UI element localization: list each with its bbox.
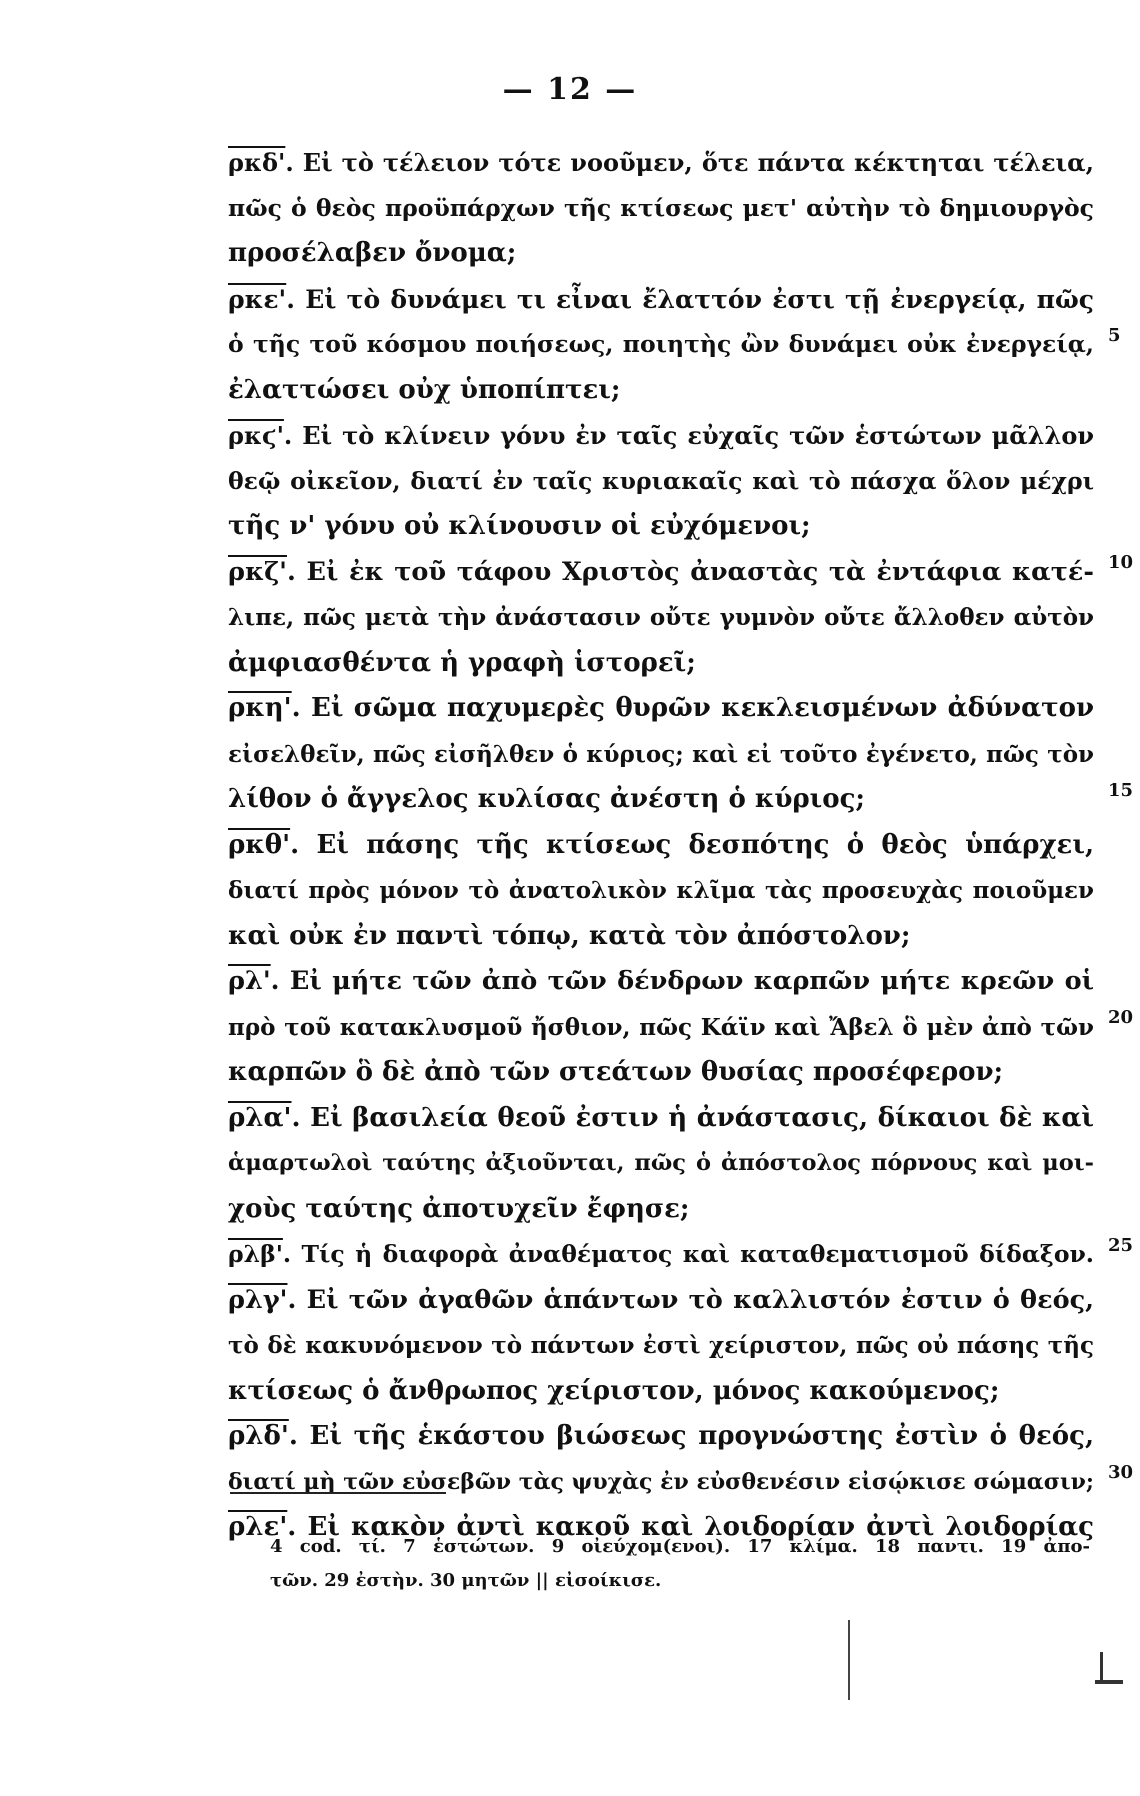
line-text: κτίσεως ὁ ἄνθρωπος χείριστον, μόνος κακούμενος; — [228, 1375, 1000, 1406]
text-line — [228, 1278, 1094, 1324]
text-line — [228, 1414, 1094, 1460]
margin-line-number: 20 — [1108, 1007, 1134, 1028]
text-line — [228, 231, 1094, 277]
question-number: ρκζ' — [228, 556, 287, 587]
text-line — [228, 1005, 1094, 1051]
text-line — [228, 1050, 1094, 1096]
question-number: ρλε' — [228, 1512, 288, 1542]
text-line — [228, 868, 1094, 914]
line-text: . Εἰ τῶν ἀγαθῶν ἁπάντων τὸ καλλιστόν ἐστιν ὁ θεός, — [287, 1284, 1094, 1315]
text-line — [228, 368, 1094, 414]
scan-mark — [1095, 1680, 1123, 1684]
text-line — [228, 550, 1094, 596]
line-text: . Τίς ἡ διαφορὰ ἀναθέματος καὶ καταθεματισμοῦ δίδαξον. — [282, 1240, 1094, 1268]
line-text: καὶ οὐκ ἐν παντὶ τόπῳ, κατὰ τὸν ἀπόστολον; — [228, 920, 911, 951]
question-number: ρκϛ' — [228, 421, 284, 450]
footnote-rule — [230, 1492, 446, 1494]
text-line — [228, 504, 1094, 550]
question-number: ρλβ' — [228, 1240, 283, 1268]
line-text: ἐλαττώσει οὐχ ὑποπίπτει; — [228, 374, 621, 405]
line-text: . Εἰ τὸ δυνάμει τι εἶναι ἔλαττόν ἐστι τῇ ἐνεργείᾳ, πῶς — [286, 284, 1094, 314]
line-text: . Εἰ μήτε τῶν ἀπὸ τῶν δένδρων καρπῶν μήτε κρεῶν οἱ — [270, 966, 1094, 996]
line-text: προσέλαβεν ὄνομα; — [228, 238, 517, 268]
text-line — [228, 1096, 1094, 1142]
line-text: τὸ δὲ κακυνόμενον τὸ πάντων ἐστὶ χείριστον, πῶς οὐ πάσης τῆς — [228, 1332, 1094, 1359]
line-text: λιπε, πῶς μετὰ τὴν ἀνάστασιν οὔτε γυμνὸν οὔτε ἄλλοθεν αὐτὸν — [228, 604, 1094, 631]
text-line — [228, 823, 1094, 869]
question-number: ρκδ' — [228, 148, 286, 177]
line-text: . Εἰ τὸ κλίνειν γόνυ ἐν ταῖς εὐχαῖς τῶν ἑστώτων μᾶλλον — [283, 421, 1094, 450]
scan-mark — [1100, 1652, 1103, 1682]
line-text: τῆς ν' γόνυ οὐ κλίνουσιν οἱ εὐχόμενοι; — [228, 511, 811, 541]
line-text: εἰσελθεῖν, πῶς εἰσῆλθεν ὁ κύριος; καὶ εἰ τοῦτο ἐγένετο, πῶς τὸν — [228, 740, 1094, 768]
text-line — [228, 413, 1094, 459]
line-text: . Εἰ κακὸν ἀντὶ κακοῦ καὶ λοιδορίαν ἀντὶ λοιδορίας — [287, 1512, 1094, 1542]
line-text: . Εἰ τῆς ἑκάστου βιώσεως προγνώστης ἐστὶν ὁ θεός, — [288, 1421, 1094, 1451]
footnotes — [270, 1530, 1090, 1598]
text-line — [228, 777, 1094, 823]
text-line — [228, 140, 1094, 186]
footnote-line: 4 cod. τί. 7 ἑστώτων. 9 οἰεύχομ(ενοι). 17 κλίμα. 18 παντι. 19 ἀπο- — [270, 1536, 1090, 1557]
margin-line-number: 10 — [1108, 552, 1134, 573]
text-line — [228, 1460, 1094, 1506]
text-line — [228, 277, 1094, 323]
question-number: ρλ' — [228, 966, 271, 996]
line-text: διατί πρὸς μόνον τὸ ἀνατολικὸν κλῖμα τὰς προσευχὰς ποιοῦμεν — [228, 877, 1094, 904]
scan-mark — [848, 1620, 850, 1700]
line-text: . Εἰ βασιλεία θεοῦ ἐστιν ἡ ἀνάστασις, δίκαιοι δὲ καὶ — [291, 1102, 1094, 1133]
line-text: . Εἰ τὸ τέλειον τότε νοοῦμεν, ὅτε πάντα κέκτηται τέλεια, — [285, 148, 1094, 177]
line-text: ὁ τῆς τοῦ κόσμου ποιήσεως, ποιητὴς ὢν δυνάμει οὐκ ἐνεργείᾳ, — [228, 330, 1094, 358]
text-line — [228, 959, 1094, 1005]
line-text: . Εἰ ἐκ τοῦ τάφου Χριστὸς ἀναστὰς τὰ ἐντάφια κατέ- — [286, 556, 1094, 587]
margin-line-number: 5 — [1108, 325, 1121, 346]
line-text: καρπῶν ὃ δὲ ἀπὸ τῶν στεάτων θυσίας προσέφερον; — [228, 1057, 1004, 1087]
question-number: ρλγ' — [228, 1284, 288, 1315]
line-text: λίθον ὁ ἄγγελος κυλίσας ἀνέστη ὁ κύριος; — [228, 784, 866, 814]
text-line — [228, 686, 1094, 732]
line-text: χοὺς ταύτης ἀποτυχεῖν ἔφησε; — [228, 1193, 690, 1224]
line-text: θεῷ οἰκεῖον, διατί ἐν ταῖς κυριακαῖς καὶ τὸ πάσχα ὅλον μέχρι — [228, 466, 1094, 495]
text-line — [228, 1323, 1094, 1369]
main-text — [228, 140, 1094, 1551]
line-text: πρὸ τοῦ κατακλυσμοῦ ἤσθιον, πῶς Κάϊν καὶ Ἄβελ ὃ μὲν ἀπὸ τῶν — [228, 1013, 1094, 1041]
text-line — [228, 459, 1094, 505]
text-line — [228, 1369, 1094, 1415]
margin-line-number: 25 — [1108, 1235, 1134, 1256]
text-line — [228, 1141, 1094, 1187]
question-number: ρλδ' — [228, 1421, 289, 1451]
text-line — [228, 914, 1094, 960]
line-text: πῶς ὁ θεὸς προϋπάρχων τῆς κτίσεως μετ' αὐτὴν τὸ δημιουργὸς — [228, 193, 1094, 222]
margin-line-number: 30 — [1108, 1462, 1134, 1483]
margin-line-number: 15 — [1108, 780, 1134, 801]
line-text: . Εἰ πάσης τῆς κτίσεως δεσπότης ὁ θεὸς ὑπάρχει, — [290, 829, 1094, 860]
text-line — [228, 595, 1094, 641]
page-number: — 12 — — [502, 72, 638, 107]
text-line — [228, 641, 1094, 687]
line-text: . Εἰ σῶμα παχυμερὲς θυρῶν κεκλεισμένων ἀδύνατον — [291, 693, 1094, 723]
question-number: ρλα' — [228, 1102, 292, 1133]
text-line — [228, 732, 1094, 778]
text-line — [228, 322, 1094, 368]
text-line — [228, 1232, 1094, 1278]
text-line — [228, 186, 1094, 232]
question-number: ρκε' — [228, 284, 287, 314]
line-text: ἁμαρτωλοὶ ταύτης ἀξιοῦνται, πῶς ὁ ἀπόστολος πόρνους καὶ μοι- — [228, 1150, 1094, 1176]
question-number: ρκθ' — [228, 829, 291, 860]
line-text: ἀμφιασθέντα ἡ γραφὴ ἱστορεῖ; — [228, 647, 696, 678]
line-text: διατί μὴ τῶν εὐσεβῶν τὰς ψυχὰς ἐν εὐσθενέσιν εἰσῴκισε σώμασιν; — [228, 1468, 1094, 1495]
footnote-line: τῶν. 29 ἐστὴν. 30 μητῶν || εἰσοίκισε. — [270, 1570, 662, 1591]
question-number: ρκη' — [228, 693, 292, 723]
text-line — [228, 1187, 1094, 1233]
